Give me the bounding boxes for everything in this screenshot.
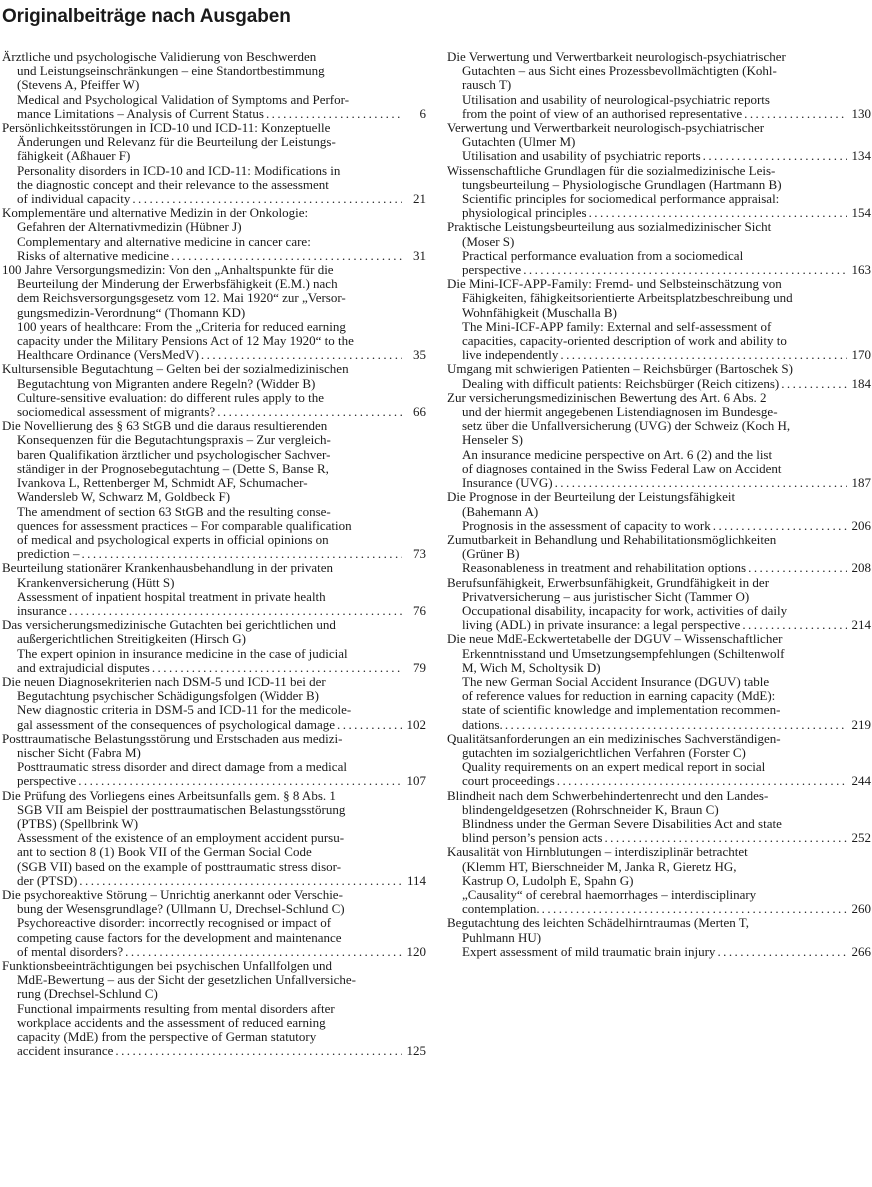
entry-line: from the point of view of an authorised representative: [462, 105, 743, 121]
toc-entry: [2, 50, 426, 121]
entry-line: und der hiermit angegebenen Listendiagnosen im Bundesge-: [462, 405, 778, 420]
toc-entry: [447, 490, 871, 533]
dot-leader: [742, 107, 847, 121]
entry-last-line: [2, 405, 426, 419]
entry-line: Die Mini-ICF-APP-Family: Fremd- und Selbsteinschätzung von: [447, 277, 782, 292]
dot-leader: [130, 192, 402, 206]
dot-leader: [553, 476, 847, 490]
entry-line: of mental disorders?: [17, 943, 124, 959]
entry-line: competing cause factors for the development and maintenance: [17, 930, 342, 945]
entry-line: setz über die Unfallversicherung (UVG) der Schweiz (Koch H,: [462, 419, 791, 434]
entry-line: Beurteilung stationärer Krankenhausbehandlung in der privaten: [2, 561, 334, 576]
dot-leader: [711, 519, 847, 533]
entry-line: of diagnoses contained in the Swiss Federal Law on Accident: [462, 461, 782, 476]
entry-line: Kultursensible Begutachtung – Gelten bei der sozialmedizinischen: [2, 362, 349, 377]
entry-line: mance Limitations – Analysis of Current Status: [17, 105, 264, 121]
entry-last-line: [447, 618, 871, 632]
dot-leader: [587, 206, 847, 220]
entry-line: Funktionsbeeinträchtigungen bei psychischen Unfallfolgen und: [2, 959, 332, 973]
page-number: 252: [851, 830, 871, 846]
entry-line: Ärztliche und psychologische Validierung von Beschwerden: [2, 50, 317, 64]
entry-line: Wohnfähigkeit (Muschalla B): [462, 305, 617, 320]
page-number: 73: [413, 546, 426, 562]
entry-line: accident insurance: [17, 1043, 114, 1059]
dot-leader: [215, 405, 402, 419]
dot-leader: [79, 547, 402, 561]
page-number: 66: [413, 404, 426, 420]
dot-leader: [555, 774, 847, 788]
entry-line: dations.: [462, 716, 503, 732]
entry-line: Verwertung und Verwertbarkeit neurologisch-psychiatrischer: [447, 121, 765, 136]
entry-last-line: [2, 945, 426, 959]
dot-leader: [76, 774, 402, 788]
dot-leader: [169, 249, 402, 263]
entry-line: ständiger in der Prognosebegutachtung – (Dette S, Banse R,: [17, 461, 329, 476]
entry-line: capacities, capacity-oriented description of work and ability to: [462, 334, 787, 349]
entry-line: Dealing with difficult patients: Reichsbürger (Reich citizens): [462, 375, 780, 391]
dot-leader: [521, 263, 847, 277]
page-number: 107: [406, 773, 426, 789]
entry-last-line: [447, 774, 871, 788]
entry-last-line: [447, 519, 871, 533]
page-number: 219: [851, 716, 871, 732]
dot-leader: [123, 945, 402, 959]
dot-leader: [779, 377, 847, 391]
entry-line: Kausalität von Hirnblutungen – interdisziplinär betrachtet: [447, 845, 748, 860]
entry-line: Konsequenzen für die Begutachtungspraxis – Zur vergleich-: [17, 433, 331, 448]
entry-line: Wissenschaftliche Grundlagen für die sozialmedizinische Leis-: [447, 163, 776, 178]
entry-line: The Mini-ICF-APP family: External and self-assessment of: [462, 319, 772, 334]
entry-last-line: [2, 1044, 426, 1058]
dot-leader: [715, 945, 847, 959]
entry-line: Utilisation and usability of neurological-psychiatric reports: [462, 92, 770, 107]
toc-entry: [447, 50, 871, 121]
entry-line: Begutachtung von Migranten andere Regeln? (Widder B): [17, 376, 316, 391]
entry-line: Begutachtung psychischer Schädigungsfolgen (Widder B): [17, 689, 320, 704]
toc-entry: [2, 206, 426, 263]
entry-line: gutachten im sozialgerichtlichen Verfahren (Forster C): [462, 745, 746, 760]
entry-line: (Stevens A, Pfeiffer W): [17, 78, 140, 93]
entry-line: Zur versicherungsmedizinischen Bewertung des Art. 6 Abs. 2: [447, 390, 767, 405]
entry-line: New diagnostic criteria in DSM-5 and ICD-11 for the medicole-: [17, 703, 352, 718]
entry-line: Practical performance evaluation from a sociomedical: [462, 248, 744, 263]
entry-line: The amendment of section 63 StGB and the resulting conse-: [17, 504, 331, 519]
page-number: 31: [413, 247, 426, 263]
toc-entry: [2, 789, 426, 888]
entry-line: und Leistungseinschränkungen – eine Standortbestimmung: [17, 64, 325, 79]
toc-entry: [2, 561, 426, 618]
entry-line: gal assessment of the consequences of psychological damage: [17, 716, 336, 732]
entry-line: Psychoreactive disorder: incorrectly recognised or impact of: [17, 916, 332, 931]
entry-last-line: [447, 718, 871, 732]
page-number: 184: [851, 375, 871, 391]
entry-line: Puhlmann HU): [462, 930, 542, 945]
entry-line: Ivankova L, Rettenberger M, Schmidt AF, Schumacher-: [17, 476, 308, 491]
entry-line: Kastrup O, Ludolph E, Spahn G): [462, 873, 634, 888]
toc-entry: [447, 732, 871, 789]
entry-line: blindengeldgesetzen (Rohrschneider K, Braun C): [462, 802, 719, 817]
page-number: 134: [851, 148, 871, 164]
entry-line: Das versicherungsmedizinische Gutachten bei gerichtlichen und: [2, 618, 336, 633]
entry-line: Assessment of the existence of an employment accident pursu-: [17, 831, 345, 846]
entry-line: Die neuen Diagnosekriterien nach DSM-5 und ICD-11 bei der: [2, 674, 326, 689]
page-number: 76: [413, 602, 426, 618]
entry-line: Die Verwertung und Verwertbarkeit neurologisch-psychiatrischer: [447, 50, 786, 64]
entry-line: quences for assessment practices – For comparable qualification: [17, 518, 352, 533]
dot-leader: [740, 618, 847, 632]
page-number: 187: [851, 475, 871, 491]
entry-last-line: [447, 263, 871, 277]
toc-entry: [2, 732, 426, 789]
entry-line: bung der Wesensgrundlage? (Ullmann U, Drechsel-Schlund C): [17, 902, 345, 917]
entry-last-line: [447, 107, 871, 121]
entry-line: sociomedical assessment of migrants?: [17, 404, 216, 420]
page-number: 206: [851, 517, 871, 533]
entry-line: rausch T): [462, 78, 512, 93]
dot-leader: [199, 348, 402, 362]
page-number: 170: [851, 347, 871, 363]
entry-last-line: [2, 718, 426, 732]
entry-last-line: [2, 874, 426, 888]
entry-last-line: [2, 661, 426, 675]
entry-line: perspective: [17, 773, 77, 789]
entry-line: Persönlichkeitsstörungen in ICD-10 und ICD-11: Konzeptuelle: [2, 121, 331, 136]
entry-line: Quality requirements on an expert medical report in social: [462, 760, 766, 775]
page-number: 266: [851, 943, 871, 959]
entry-line: Die neue MdE-Eckwertetabelle der DGUV – Wissenschaftlicher: [447, 632, 783, 647]
toc-entry: [447, 391, 871, 490]
entry-last-line: [2, 604, 426, 618]
entry-line: Assessment of inpatient hospital treatment in private health: [17, 589, 326, 604]
toc-entry: [2, 618, 426, 675]
entry-last-line: [2, 348, 426, 362]
dot-leader: [67, 604, 402, 618]
page-number: 79: [413, 659, 426, 675]
entry-line: MdE-Bewertung – aus der Sicht der gesetzlichen Unfallversiche-: [17, 973, 356, 988]
entry-line: Die Novellierung des § 63 StGB und die daraus resultierenden: [2, 419, 328, 434]
page-number: 6: [419, 105, 426, 121]
entry-last-line: [2, 774, 426, 788]
toc-entry: [447, 164, 871, 221]
toc-entry: [2, 362, 426, 419]
entry-line: Complementary and alternative medicine in cancer care:: [17, 234, 311, 249]
entry-line: Blindheit nach dem Schwerbehindertenrecht und den Landes-: [447, 788, 769, 803]
toc-entry: [2, 675, 426, 732]
entry-line: Qualitätsanforderungen an ein medizinisches Sachverständigen-: [447, 731, 781, 746]
entry-line: (Bahemann A): [462, 504, 539, 519]
entry-line: (Grüner B): [462, 547, 520, 562]
entry-line: capacity (MdE) from the perspective of German statutory: [17, 1030, 317, 1045]
entry-line: (Moser S): [462, 234, 515, 249]
entry-line: Begutachtung des leichten Schädelhirntraumas (Merten T,: [447, 916, 750, 931]
entry-line: ant to section 8 (1) Book VII of the German Social Code: [17, 845, 312, 860]
entry-line: of individual capacity: [17, 191, 131, 207]
entry-last-line: [447, 377, 871, 391]
dot-leader: [701, 149, 847, 163]
entry-line: nischer Sicht (Fabra M): [17, 745, 141, 760]
toc-entry: [447, 576, 871, 633]
entry-line: „Causality“ of cerebral haemorrhages – interdisciplinary: [462, 887, 757, 902]
entry-line: An insurance medicine perspective on Art. 6 (2) and the list: [462, 447, 773, 462]
entry-line: SGB VII am Beispiel der posttraumatischen Belastungsstörung: [17, 802, 346, 817]
toc-entry: [447, 277, 871, 362]
toc-entry: [2, 419, 426, 561]
entry-line: Gefahren der Alternativmedizin (Hübner J): [17, 220, 242, 235]
entry-line: Henseler S): [462, 433, 524, 448]
entry-line: (SGB VII) based on the example of posttraumatic stress disor-: [17, 859, 342, 874]
page-number: 260: [851, 901, 871, 917]
entry-last-line: [447, 902, 871, 916]
dot-leader: [77, 874, 402, 888]
entry-line: living (ADL) in private insurance: a legal perspective: [462, 617, 741, 633]
entry-line: Beurteilung der Minderung der Erwerbsfähigkeit (E.M.) nach: [17, 277, 338, 292]
entry-line: Blindness under the German Severe Disabilities Act and state: [462, 816, 782, 831]
toc-entry: [447, 632, 871, 731]
entry-line: Prognosis in the assessment of capacity to work: [462, 517, 711, 533]
page-number: 163: [851, 262, 871, 278]
page-number: 120: [406, 943, 426, 959]
entry-line: capacity under the Military Pensions Act of 12 May 1920“ to the: [17, 334, 354, 349]
page-number: 102: [406, 716, 426, 732]
entry-line: The new German Social Accident Insurance (DGUV) table: [462, 674, 770, 689]
page-number: 244: [851, 773, 871, 789]
entry-last-line: [447, 476, 871, 490]
entry-last-line: [447, 831, 871, 845]
entry-line: the diagnostic concept and their relevance to the assessment: [17, 177, 329, 192]
entry-line: workplace accidents and the assessment of reduced earning: [17, 1015, 326, 1030]
dot-leader: [335, 718, 402, 732]
entry-line: Occupational disability, incapacity for work, activities of daily: [462, 603, 788, 618]
dot-leader: [746, 561, 847, 575]
dot-leader: [503, 718, 847, 732]
entry-line: Fähigkeiten, fähigkeitsorientierte Arbeitsplatzbeschreibung und: [462, 291, 793, 306]
right-column: [447, 50, 871, 959]
page-number: 21: [413, 191, 426, 207]
toc-entry: [447, 121, 871, 164]
entry-line: of medical and psychological experts in official opinions on: [17, 532, 329, 547]
entry-line: (PTBS) (Spellbrink W): [17, 816, 139, 831]
entry-line: Umgang mit schwierigen Patienten – Reichsbürger (Bartoschek S): [447, 362, 793, 377]
entry-line: physiological principles: [462, 205, 587, 221]
entry-line: Utilisation and usability of psychiatric reports: [462, 148, 701, 164]
entry-last-line: [2, 107, 426, 121]
entry-line: Medical and Psychological Validation of Symptoms and Perfor-: [17, 92, 350, 107]
toc-entry: [447, 916, 871, 959]
entry-last-line: [2, 547, 426, 561]
entry-line: insurance: [17, 602, 67, 618]
entry-line: of reference values for reduction in earning capacity (MdE):: [462, 689, 776, 704]
entry-line: Zumutbarkeit in Behandlung und Rehabilitationsmöglichkeiten: [447, 532, 777, 547]
dot-leader: [540, 902, 847, 916]
toc-entry: [2, 959, 426, 1058]
entry-line: gungsmedizin-Verordnung“ (Thomann KD): [17, 305, 246, 320]
toc-entry: [447, 533, 871, 576]
entry-line: and extrajudicial disputes: [17, 659, 150, 675]
entry-line: Gutachten (Ulmer M): [462, 135, 576, 150]
entry-line: blind person’s pension acts: [462, 830, 603, 846]
toc-entry: [447, 845, 871, 916]
entry-line: außergerichtlichen Streitigkeiten (Hirsch G): [17, 632, 246, 647]
entry-line: Gutachten – aus Sicht eines Prozessbevollmächtigten (Kohl-: [462, 64, 777, 79]
dot-leader: [264, 107, 402, 121]
entry-line: 100 Jahre Versorgungsmedizin: Von den „Anhaltspunkte für die: [2, 263, 334, 278]
entry-line: M, Wich M, Scholtysik D): [462, 660, 601, 675]
entry-line: Die Prognose in der Beurteilung der Leistungsfähigkeit: [447, 490, 736, 505]
toc-entry: [447, 220, 871, 277]
entry-line: der (PTSD): [17, 872, 78, 888]
dot-leader: [602, 831, 847, 845]
entry-line: Die psychoreaktive Störung – Unrichtig anerkannt oder Verschie-: [2, 887, 343, 902]
entry-line: Berufsunfähigkeit, Erwerbsunfähigkeit, Grundfähigkeit in der: [447, 575, 770, 590]
entry-line: (Klemm HT, Bierschneider M, Janka R, Gieretz HG,: [462, 859, 737, 874]
toc-entry: [447, 362, 871, 390]
entry-last-line: [447, 945, 871, 959]
entry-line: prediction –: [17, 546, 80, 562]
entry-last-line: [2, 192, 426, 206]
toc-entry: [2, 888, 426, 959]
entry-last-line: [447, 206, 871, 220]
page-title: Originalbeiträge nach Ausgaben: [2, 6, 291, 27]
entry-last-line: [2, 249, 426, 263]
page-number: 214: [851, 617, 871, 633]
entry-line: Privatversicherung – aus juristischer Sicht (Tammer O): [462, 589, 750, 604]
dot-leader: [150, 661, 402, 675]
entry-last-line: [447, 149, 871, 163]
entry-line: Scientific principles for sociomedical performance appraisal:: [462, 192, 780, 207]
entry-line: Posttraumatic stress disorder and direct damage from a medical: [17, 760, 347, 775]
entry-line: Insurance (UVG): [462, 475, 553, 491]
toc-entry: [2, 121, 426, 206]
page-number: 208: [851, 560, 871, 576]
entry-line: Die Prüfung des Vorliegens eines Arbeitsunfalls gem. § 8 Abs. 1: [2, 788, 336, 803]
entry-line: Komplementäre und alternative Medizin in der Onkologie:: [2, 206, 309, 221]
entry-line: The expert opinion in insurance medicine in the case of judicial: [17, 646, 348, 661]
entry-last-line: [447, 348, 871, 362]
page-number: 125: [406, 1043, 426, 1059]
entry-line: Krankenversicherung (Hütt S): [17, 575, 175, 590]
page-number: 130: [851, 105, 871, 121]
entry-line: court proceedings: [462, 773, 555, 789]
entry-line: live independently: [462, 347, 559, 363]
entry-line: Wandersleb W, Schwarz M, Goldbeck F): [17, 490, 231, 505]
page-number: 114: [406, 872, 426, 888]
entry-line: Praktische Leistungsbeurteilung aus sozialmedizinischer Sicht: [447, 220, 772, 235]
entry-line: Culture-sensitive evaluation: do different rules apply to the: [17, 390, 324, 405]
left-column: [2, 50, 426, 1058]
entry-line: state of scientific knowledge and implementation recommen-: [462, 703, 781, 718]
page-number: 154: [851, 205, 871, 221]
entry-line: contemplation.: [462, 901, 540, 917]
entry-line: Expert assessment of mild traumatic brain injury: [462, 943, 716, 959]
entry-line: rung (Drechsel-Schlund C): [17, 987, 158, 1002]
entry-line: 100 years of healthcare: From the „Criteria for reduced earning: [17, 319, 346, 334]
entry-line: Risks of alternative medicine: [17, 247, 169, 263]
entry-line: Functional impairments resulting from mental disorders after: [17, 1001, 335, 1016]
entry-line: perspective: [462, 262, 522, 278]
entry-line: tungsbeurteilung – Physiologische Grundlagen (Hartmann B): [462, 177, 782, 192]
entry-line: Änderungen und Relevanz für die Beurteilung der Leistungs-: [17, 135, 336, 150]
entry-line: dem Reichsversorgungsgesetz vom 12. Mai 1920“ zur „Versor-: [17, 291, 346, 306]
entry-line: Reasonableness in treatment and rehabilitation options: [462, 560, 747, 576]
toc-entry: [2, 263, 426, 362]
entry-line: fähigkeit (Aßhauer F): [17, 149, 131, 164]
entry-line: Personality disorders in ICD-10 and ICD-11: Modifications in: [17, 163, 341, 178]
page-number: 35: [413, 347, 426, 363]
entry-line: Healthcare Ordinance (VersMedV): [17, 347, 199, 363]
entry-line: Erkenntnisstand und Umsetzungsempfehlungen (Schiltenwolf: [462, 646, 785, 661]
dot-leader: [113, 1044, 402, 1058]
entry-last-line: [447, 561, 871, 575]
entry-line: baren Qualifikation ärztlicher und psychologischer Sachver-: [17, 447, 331, 462]
toc-entry: [447, 789, 871, 846]
entry-line: Posttraumatische Belastungsstörung und Erstschaden aus medizi-: [2, 731, 343, 746]
dot-leader: [558, 348, 847, 362]
